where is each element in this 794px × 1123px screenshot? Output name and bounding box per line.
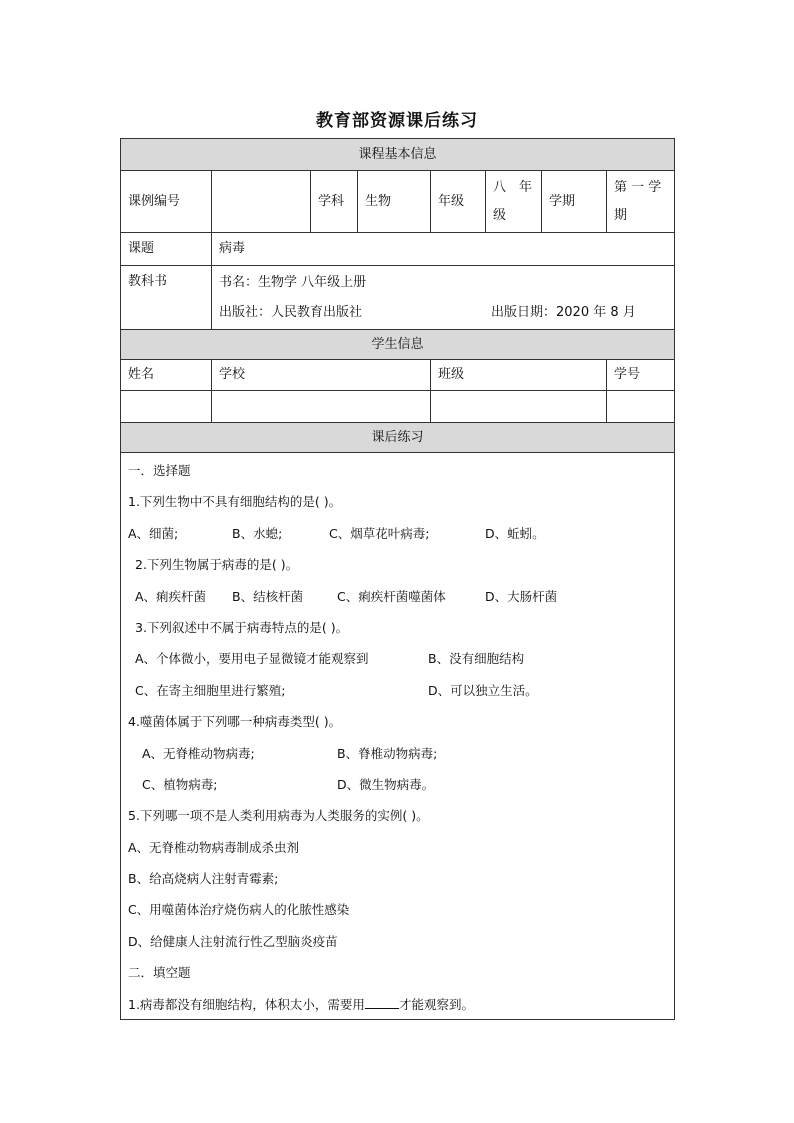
q4-option-c[interactable]: C、植物病毒; xyxy=(142,776,218,792)
question-4-options-row1 xyxy=(128,738,667,769)
q4-option-b[interactable]: B、脊椎动物病毒; xyxy=(337,745,438,761)
q5-option-b-line xyxy=(128,863,667,894)
grade-value-line1: 八 年 xyxy=(493,179,533,195)
q5-option-c-line xyxy=(128,894,667,925)
q2-option-d[interactable]: D、大肠杆菌 xyxy=(485,588,558,604)
q3-option-b[interactable]: B、没有细胞结构 xyxy=(428,651,525,667)
case-no-label: 课例编号 xyxy=(121,171,212,233)
question-1-options xyxy=(128,518,667,549)
student-info-header-row xyxy=(121,330,675,360)
exercises-body-row xyxy=(121,453,675,1020)
course-meta-row xyxy=(121,171,675,233)
question-1: 1.下列生物中不具有细胞结构的是( )。 xyxy=(128,494,342,510)
grade-value xyxy=(486,171,542,233)
name-value[interactable] xyxy=(121,391,212,423)
term-value xyxy=(607,171,675,233)
fill1-text-before: 1.病毒都没有细胞结构，体积太小，需要用 xyxy=(128,996,365,1012)
grade-value-line2: 级 xyxy=(493,207,507,223)
topic-label: 课题 xyxy=(121,233,212,266)
question-3-options-row2 xyxy=(128,675,667,706)
textbook-info xyxy=(212,266,675,330)
pub-date: 出版日期：2020 年 8 月 xyxy=(491,304,636,320)
id-value[interactable] xyxy=(607,391,675,423)
course-info-header-row xyxy=(121,139,675,171)
q5-option-b[interactable]: B、给高烧病人注射青霉素; xyxy=(128,871,279,887)
school-label: 学校 xyxy=(212,360,431,391)
exercises-body xyxy=(121,453,675,1020)
q1-option-b[interactable]: B、水螅; xyxy=(232,525,283,541)
q1-option-d[interactable]: D、蚯蚓。 xyxy=(485,525,545,541)
id-label: 学号 xyxy=(607,360,675,391)
question-4: 4.噬菌体属于下列哪一种病毒类型( )。 xyxy=(128,714,342,730)
part1-title: 一．选择题 xyxy=(128,463,191,478)
class-label: 班级 xyxy=(431,360,607,391)
q3-option-c[interactable]: C、在寄主细胞里进行繁殖; xyxy=(135,682,286,698)
q4-option-a[interactable]: A、无脊椎动物病毒; xyxy=(142,745,255,761)
book-name: 书名：生物学 八年级上册 xyxy=(219,274,367,290)
q5-option-d-line xyxy=(128,926,667,957)
q1-option-a[interactable]: A、细菌; xyxy=(128,525,179,541)
q2-option-c[interactable]: C、痢疾杆菌噬菌体 xyxy=(337,588,446,604)
fill1-text-after: 才能观察到。 xyxy=(398,996,474,1012)
q5-option-a[interactable]: A、无脊椎动物病毒制成杀虫剂 xyxy=(128,839,300,855)
question-5: 5.下列哪一项不是人类利用病毒为人类服务的实例( )。 xyxy=(128,808,429,824)
student-label-row xyxy=(121,360,675,391)
part2-title: 二．填空题 xyxy=(128,965,191,981)
q3-option-a[interactable]: A、个体微小，要用电子显微镜才能观察到 xyxy=(135,651,369,667)
q3-option-d[interactable]: D、可以独立生活。 xyxy=(428,682,538,698)
case-no-value xyxy=(212,171,311,233)
term-value-line1: 第 一 学 xyxy=(614,179,662,195)
question-3-options-row1 xyxy=(128,643,667,674)
exercises-header: 课后练习 xyxy=(121,423,675,453)
subject-value: 生物 xyxy=(358,171,431,233)
name-label: 姓名 xyxy=(121,360,212,391)
q4-option-d[interactable]: D、微生物病毒。 xyxy=(337,776,435,792)
question-3: 3.下列叙述中不属于病毒特点的是( )。 xyxy=(135,619,349,635)
fill1-blank[interactable] xyxy=(365,994,399,1009)
subject-label: 学科 xyxy=(311,171,358,233)
class-value[interactable] xyxy=(431,391,607,423)
school-value[interactable] xyxy=(212,391,431,423)
q1-option-c[interactable]: C、烟草花叶病毒; xyxy=(329,525,430,541)
fill-question-1 xyxy=(128,989,667,1019)
q2-option-b[interactable]: B、结核杆菌 xyxy=(232,588,304,604)
question-2-options xyxy=(128,581,667,612)
term-value-line2: 期 xyxy=(614,207,628,223)
topic-row xyxy=(121,233,675,266)
textbook-row xyxy=(121,266,675,330)
publisher-line xyxy=(219,298,667,328)
grade-label: 年级 xyxy=(431,171,486,233)
q5-option-d[interactable]: D、给健康人注射流行性乙型脑炎疫苗 xyxy=(128,933,338,949)
question-4-options-row2 xyxy=(128,769,667,800)
topic-value: 病毒 xyxy=(212,233,675,266)
course-info-header: 课程基本信息 xyxy=(121,139,675,171)
q5-option-c[interactable]: C、用噬菌体治疗烧伤病人的化脓性感染 xyxy=(128,902,350,918)
exercises-header-row xyxy=(121,423,675,453)
student-value-row xyxy=(121,391,675,423)
publisher: 出版社：人民教育出版社 xyxy=(219,304,363,320)
term-label: 学期 xyxy=(542,171,607,233)
exercise-sheet-table xyxy=(120,138,675,1020)
q2-option-a[interactable]: A、痢疾杆菌 xyxy=(135,588,207,604)
textbook-label: 教科书 xyxy=(121,266,212,330)
question-2: 2.下列生物属于病毒的是( )。 xyxy=(135,557,299,573)
student-info-header: 学生信息 xyxy=(121,330,675,360)
document-title: 教育部资源课后练习 xyxy=(316,111,478,131)
q5-option-a-line xyxy=(128,832,667,863)
